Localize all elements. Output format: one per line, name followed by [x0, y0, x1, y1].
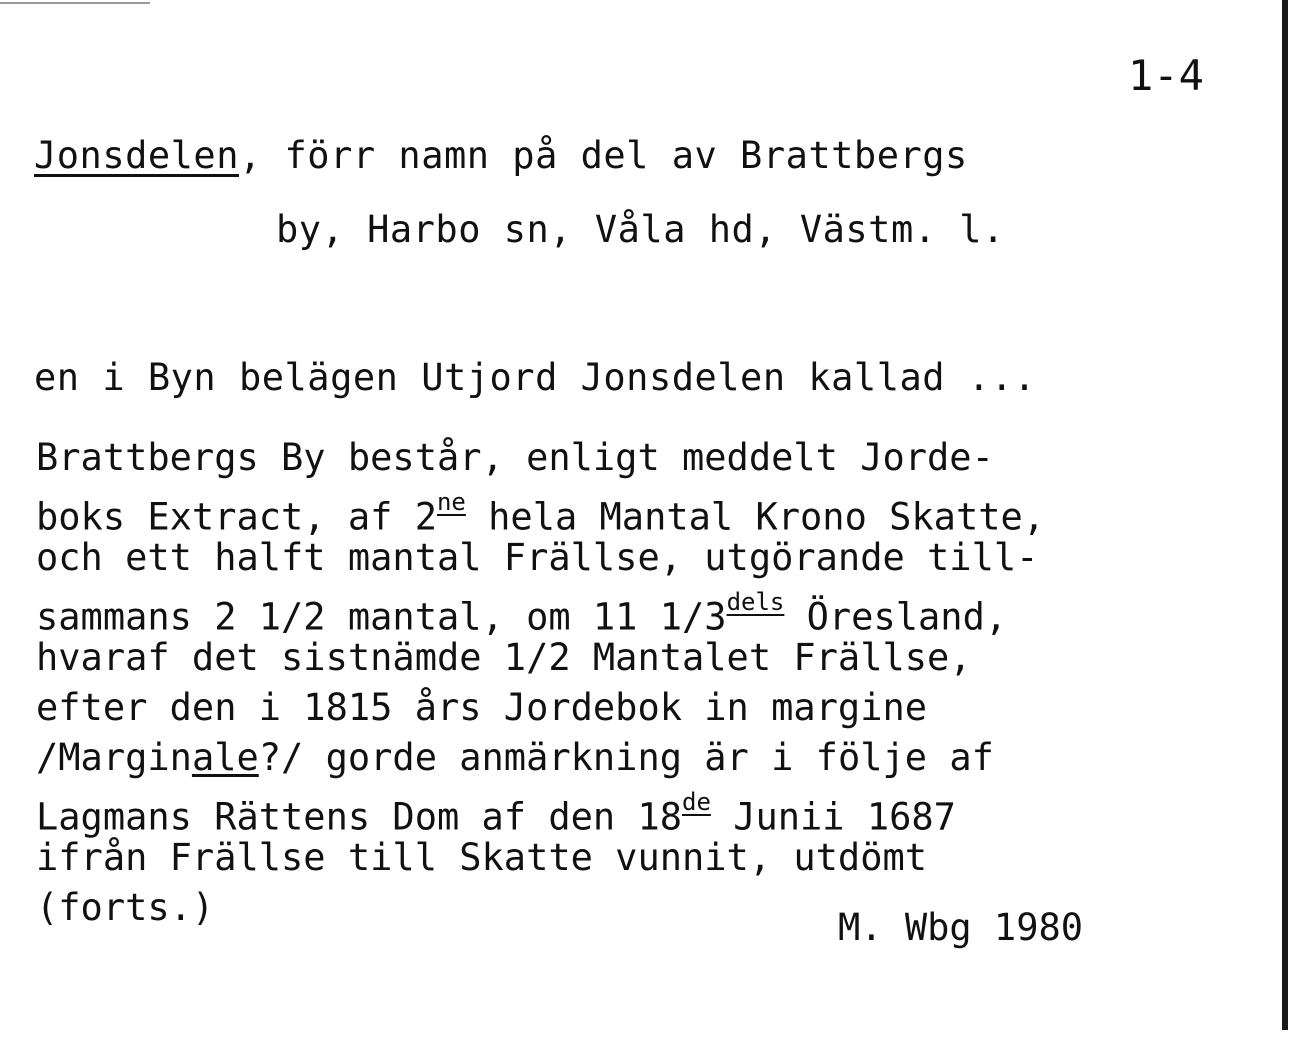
body-line-4	[36, 586, 1007, 639]
body-line-6: efter den i 1815 års Jordebok in margine	[36, 686, 928, 729]
underlined-ale: ale	[191, 736, 259, 779]
body-line-2	[36, 486, 1045, 539]
body-line-10: (forts.)	[36, 886, 215, 929]
ordinal-de: de	[682, 788, 711, 816]
body-line-2-b: hela Mantal Krono Skatte,	[465, 495, 1046, 539]
body-line-8	[36, 786, 956, 839]
heading-line-1	[34, 134, 968, 178]
body-line-7	[36, 736, 994, 780]
signature: M. Wbg 1980	[838, 906, 1084, 949]
ordinal-ne: ne	[436, 488, 466, 516]
card-right-edge	[1282, 0, 1288, 1030]
heading-rest: , förr namn på del av Brattbergs	[238, 134, 968, 177]
body-line-4-a: sammans 2 1/2 mantal, om 11 1/3	[36, 595, 727, 639]
body-line-8-a: Lagmans Rättens Dom af den 18	[36, 795, 683, 839]
ordinal-dels: dels	[726, 588, 785, 616]
body-line-8-b: Junii 1687	[710, 795, 956, 839]
body-line-7-a: /Margin	[36, 736, 192, 779]
body-line-4-b: Öresland,	[784, 595, 1008, 639]
body-line-2-a: boks Extract, af 2	[36, 495, 437, 539]
body-line-7-b: ?/ gorde anmärkning är i följe af	[258, 736, 994, 779]
body-line-1: Brattbergs By består, enligt meddelt Jorde-	[36, 436, 994, 479]
quote-line: en i Byn belägen Utjord Jonsdelen kallad ...	[34, 356, 1037, 399]
heading-line-2: by, Harbo sn, Våla hd, Västm. l.	[276, 208, 1005, 251]
card-number: 1-4	[1128, 51, 1204, 100]
body-line-9: ifrån Frällse till Skatte vunnit, utdömt	[36, 836, 928, 879]
body-line-3: och ett halft mantal Frällse, utgörande till-	[36, 536, 1039, 579]
headword: Jonsdelen	[34, 134, 239, 177]
body-line-5: hvaraf det sistnämde 1/2 Mantalet Frällse,	[36, 636, 972, 679]
card-top-edge	[0, 2, 150, 4]
